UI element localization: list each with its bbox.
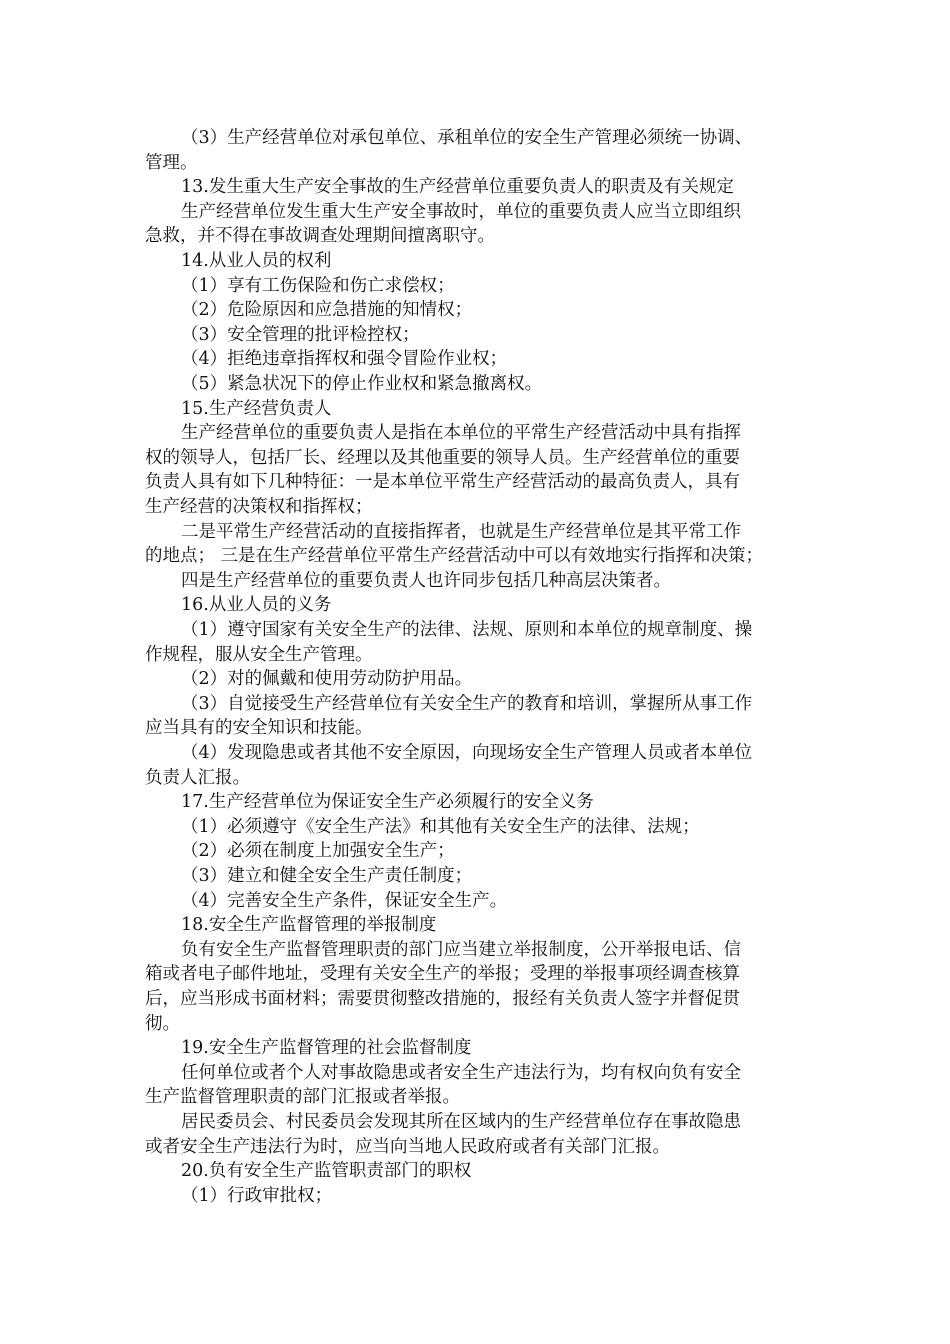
text-line: （3）自觉接受生产经营单位有关安全生产的教育和培训，掌握所从事工作 bbox=[181, 693, 753, 714]
text-line: 20.负有安全生产监管职责部门的职权 bbox=[181, 1161, 472, 1182]
text-line: 负有安全生产监督管理职责的部门应当建立举报制度，公开举报电话、信 bbox=[181, 939, 741, 960]
text-line: 作规程，服从安全生产管理。 bbox=[145, 644, 373, 665]
text-line: （4）发现隐患或者其他不安全原因，向现场安全生产管理人员或者本单位 bbox=[181, 743, 753, 763]
text-line: 的地点； 三是在生产经营单位平常生产经营活动中可以有效地实行指挥和决策； bbox=[145, 546, 764, 567]
text-line: 任何单位或者个人对事故隐患或者安全生产违法行为，均有权向负有安全 bbox=[181, 1062, 741, 1083]
text-line: 17.生产经营单位为保证安全生产必须履行的安全义务 bbox=[181, 792, 594, 813]
text-line: 箱或者电子邮件地址，受理有关安全生产的举报；受理的举报事项经调查核算 bbox=[145, 964, 740, 985]
text-line: 二是平常生产经营活动的直接指挥者，也就是生产经营单位是其平常工作 bbox=[181, 521, 741, 542]
text-line: 后，应当形成书面材料；需要贯彻整改措施的，报经有关负责人签字并督促贯 bbox=[145, 989, 740, 1009]
text-line: 负责人汇报。 bbox=[145, 767, 250, 788]
text-line: 应当具有的安全知识和技能。 bbox=[145, 718, 373, 739]
text-line: 管理。 bbox=[145, 152, 198, 173]
text-line: 居民委员会、村民委员会发现其所在区域内的生产经营单位存在事故隐患 bbox=[181, 1112, 741, 1132]
text-line: （1）行政审批权； bbox=[181, 1185, 333, 1206]
text-line: 生产经营单位的重要负责人是指在本单位的平常生产经营活动中具有指挥 bbox=[181, 423, 741, 444]
text-line: （1）遵守国家有关安全生产的法律、法规、原则和本单位的规章制度、操 bbox=[181, 620, 753, 640]
text-line: 生产经营的决策权和指挥权； bbox=[145, 497, 373, 517]
text-line: 15.生产经营负责人 bbox=[181, 398, 332, 419]
text-line: 19.安全生产监督管理的社会监督制度 bbox=[181, 1038, 472, 1059]
text-line: 13.发生重大生产安全事故的生产经营单位重要负责人的职责及有关规定 bbox=[181, 177, 734, 198]
text-line: （4）完善安全生产条件，保证安全生产。 bbox=[181, 890, 508, 911]
text-line: （3）生产经营单位对承包单位、承租单位的安全生产管理必须统一协调、 bbox=[181, 128, 753, 148]
text-line: 18.安全生产监督管理的举报制度 bbox=[181, 915, 437, 936]
text-line: 14.从业人员的权利 bbox=[181, 251, 332, 271]
text-line: 负责人具有如下几种特征：一是本单位平常生产经营活动的最高负责人，具有 bbox=[145, 472, 740, 493]
text-line: 彻。 bbox=[145, 1013, 180, 1034]
text-line: 四是生产经营单位的重要负责人也许同步包括几种高层决策者。 bbox=[181, 570, 671, 591]
text-line: 生产经营单位发生重大生产安全事故时，单位的重要负责人应当立即组织 bbox=[181, 201, 741, 222]
text-line: （1）必须遵守《安全生产法》和其他有关安全生产的法律、法规； bbox=[181, 816, 700, 837]
text-line: （3）建立和健全安全生产责任制度； bbox=[181, 866, 473, 886]
text-line: （2）危险原因和应急措施的知情权； bbox=[181, 300, 473, 321]
text-line: 16.从业人员的义务 bbox=[181, 595, 332, 616]
text-line: （3）安全管理的批评检控权； bbox=[181, 324, 420, 345]
text-line: （1）享有工伤保险和伤亡求偿权； bbox=[181, 275, 455, 296]
text-line: （4）拒绝违章指挥权和强令冒险作业权； bbox=[181, 349, 508, 370]
text-line: 或者安全生产违法行为时，应当向当地人民政府或者有关部门汇报。 bbox=[145, 1136, 670, 1157]
text-line: （5）紧急状况下的停止作业权和紧急撤离权。 bbox=[181, 374, 543, 394]
text-line: （2）对的佩戴和使用劳动防护用品。 bbox=[181, 669, 473, 690]
text-line: 权的领导人，包括厂长、经理以及其他重要的领导人员。生产经营单位的重要 bbox=[145, 447, 740, 468]
text-line: 急救，并不得在事故调查处理期间擅离职守。 bbox=[145, 226, 495, 247]
text-line: 生产监督管理职责的部门汇报或者举报。 bbox=[145, 1087, 460, 1108]
text-line: （2）必须在制度上加强安全生产； bbox=[181, 841, 455, 862]
